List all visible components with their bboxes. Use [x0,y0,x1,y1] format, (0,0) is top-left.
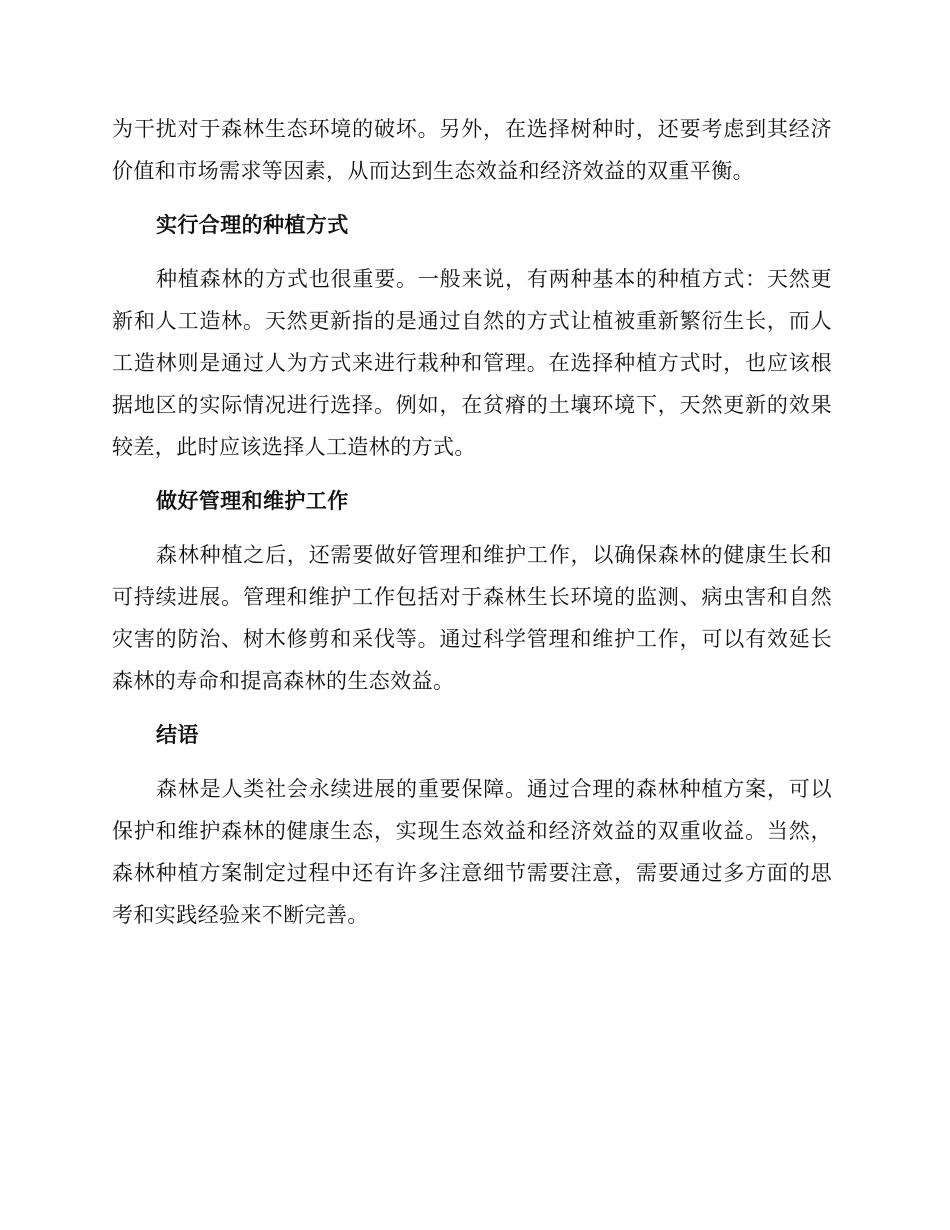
intro-continuation-paragraph: 为干扰对于森林生态环境的破坏。另外，在选择树种时，还要考虑到其经济价值和市场需求等因素，从而达到生态效益和经济效益的双重平衡。 [112,117,832,183]
section-body-conclusion: 森林是人类社会永续进展的重要保障。通过合理的森林种植方案，可以保护和维护森林的健康生态，实现生态效益和经济效益的双重收益。当然，森林种植方案制定过程中还有许多注意细节需要注意，需要通过多方面的思考和实践经验来不断完善。 [112,777,832,927]
section-heading-conclusion: 结语 [156,723,199,747]
section-heading-management: 做好管理和维护工作 [156,489,349,513]
document-page [112,108,832,936]
section-body-planting-method: 种植森林的方式也很重要。一般来说，有两种基本的种植方式：天然更新和人工造林。天然更新指的是通过自然的方式让植被重新繁衍生长，而人工造林则是通过人为方式来进行栽种和管理。在选择种植方式时，也应该根据地区的实际情况进行选择。例如，在贫瘠的土壤环境下，天然更新的效果较差，此时应该选择人工造林的方式。 [112,267,832,459]
section-heading-planting-method: 实行合理的种植方式 [156,213,349,237]
section-body-management: 森林种植之后，还需要做好管理和维护工作，以确保森林的健康生长和可持续进展。管理和维护工作包括对于森林生长环境的监测、病虫害和自然灾害的防治、树木修剪和采伐等。通过科学管理和维护工作，可以有效延长森林的寿命和提高森林的生态效益。 [112,543,832,693]
